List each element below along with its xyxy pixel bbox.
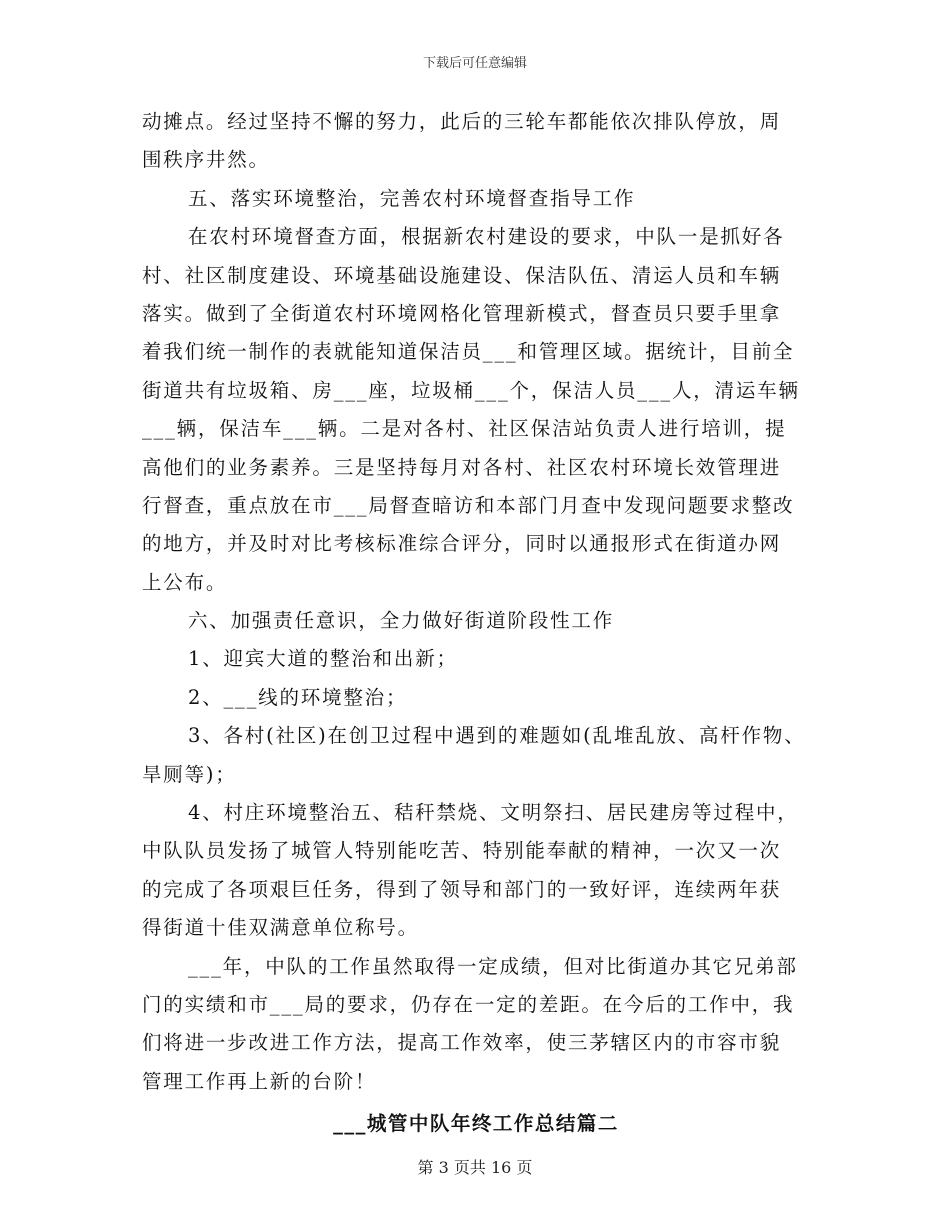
body-line: 高他们的业务素养。三是坚持每月对各村、社区农村环境长效管理进 bbox=[142, 455, 782, 479]
section-title: ___城管中队年终工作总结篇二 bbox=[333, 1112, 619, 1136]
page-header: 下载后可任意编辑 bbox=[422, 56, 527, 71]
section-heading: 五、落实环境整治，完善农村环境督查指导工作 bbox=[188, 186, 636, 210]
body-line: ___辆，保洁车___辆。二是对各村、社区保洁站负责人进行培训，提 bbox=[142, 417, 787, 441]
body-line: 的地方，并及时对比考核标准综合评分，同时以通报形式在街道办网 bbox=[142, 532, 782, 556]
body-line: 得街道十佳双满意单位称号。 bbox=[142, 916, 419, 940]
body-line: ___年，中队的工作虽然取得一定成绩，但对比街道办其它兄弟部 bbox=[188, 954, 798, 978]
body-line: 着我们统一制作的表就能知道保洁员___和管理区域。据统计，目前全 bbox=[142, 340, 795, 364]
list-item-continuation: 旱厕等)； bbox=[142, 762, 237, 786]
body-line: 村、社区制度建设、环境基础设施建设、保洁队伍、清运人员和车辆 bbox=[142, 263, 782, 287]
document-body bbox=[142, 103, 810, 1144]
body-line: 街道共有垃圾箱、房___座，垃圾桶___个，保洁人员___人，清运车辆 bbox=[142, 378, 800, 402]
body-line: 动摊点。经过坚持不懈的努力，此后的三轮车都能依次排队停放，周 bbox=[142, 110, 782, 133]
body-line: 行督查，重点放在市___局督查暗访和本部门月查中发现问题要求整改 bbox=[142, 493, 795, 517]
list-item: 1、迎宾大道的整治和出新； bbox=[188, 647, 458, 671]
body-line: 中队队员发扬了城管人特别能吃苦、特别能奉献的精神，一次又一次 bbox=[142, 839, 782, 863]
body-line: 们将进一步改进工作方法，提高工作效率，使三茅辖区内的市容市貌 bbox=[142, 1031, 782, 1055]
body-line: 落实。做到了全街道农村环境网格化管理新模式，督查员只要手里拿 bbox=[142, 301, 782, 325]
body-line: 上公布。 bbox=[142, 570, 228, 594]
body-line: 围秩序井然。 bbox=[142, 148, 270, 172]
page-footer: 第 3 页共 16 页 bbox=[417, 1158, 533, 1177]
section-heading: 六、加强责任意识，全力做好街道阶段性工作 bbox=[188, 609, 615, 633]
body-line: 门的实绩和市___局的要求，仍存在一定的差距。在今后的工作中，我 bbox=[142, 992, 795, 1016]
list-item: 2、___线的环境整治； bbox=[188, 685, 408, 709]
list-item: 4、村庄环境整治五、秸秆禁烧、文明祭扫、居民建房等过程中， bbox=[188, 801, 799, 825]
body-line: 在农村环境督查方面，根据新农村建设的要求，中队一是抓好各 bbox=[188, 225, 785, 249]
list-item: 3、各村(社区)在创卫过程中遇到的难题如(乱堆乱放、高杆作物、 bbox=[188, 724, 806, 748]
body-line: 管理工作再上新的台阶！ bbox=[142, 1069, 377, 1093]
body-line: 的完成了各项艰巨任务，得到了领导和部门的一致好评，连续两年获 bbox=[142, 877, 782, 901]
